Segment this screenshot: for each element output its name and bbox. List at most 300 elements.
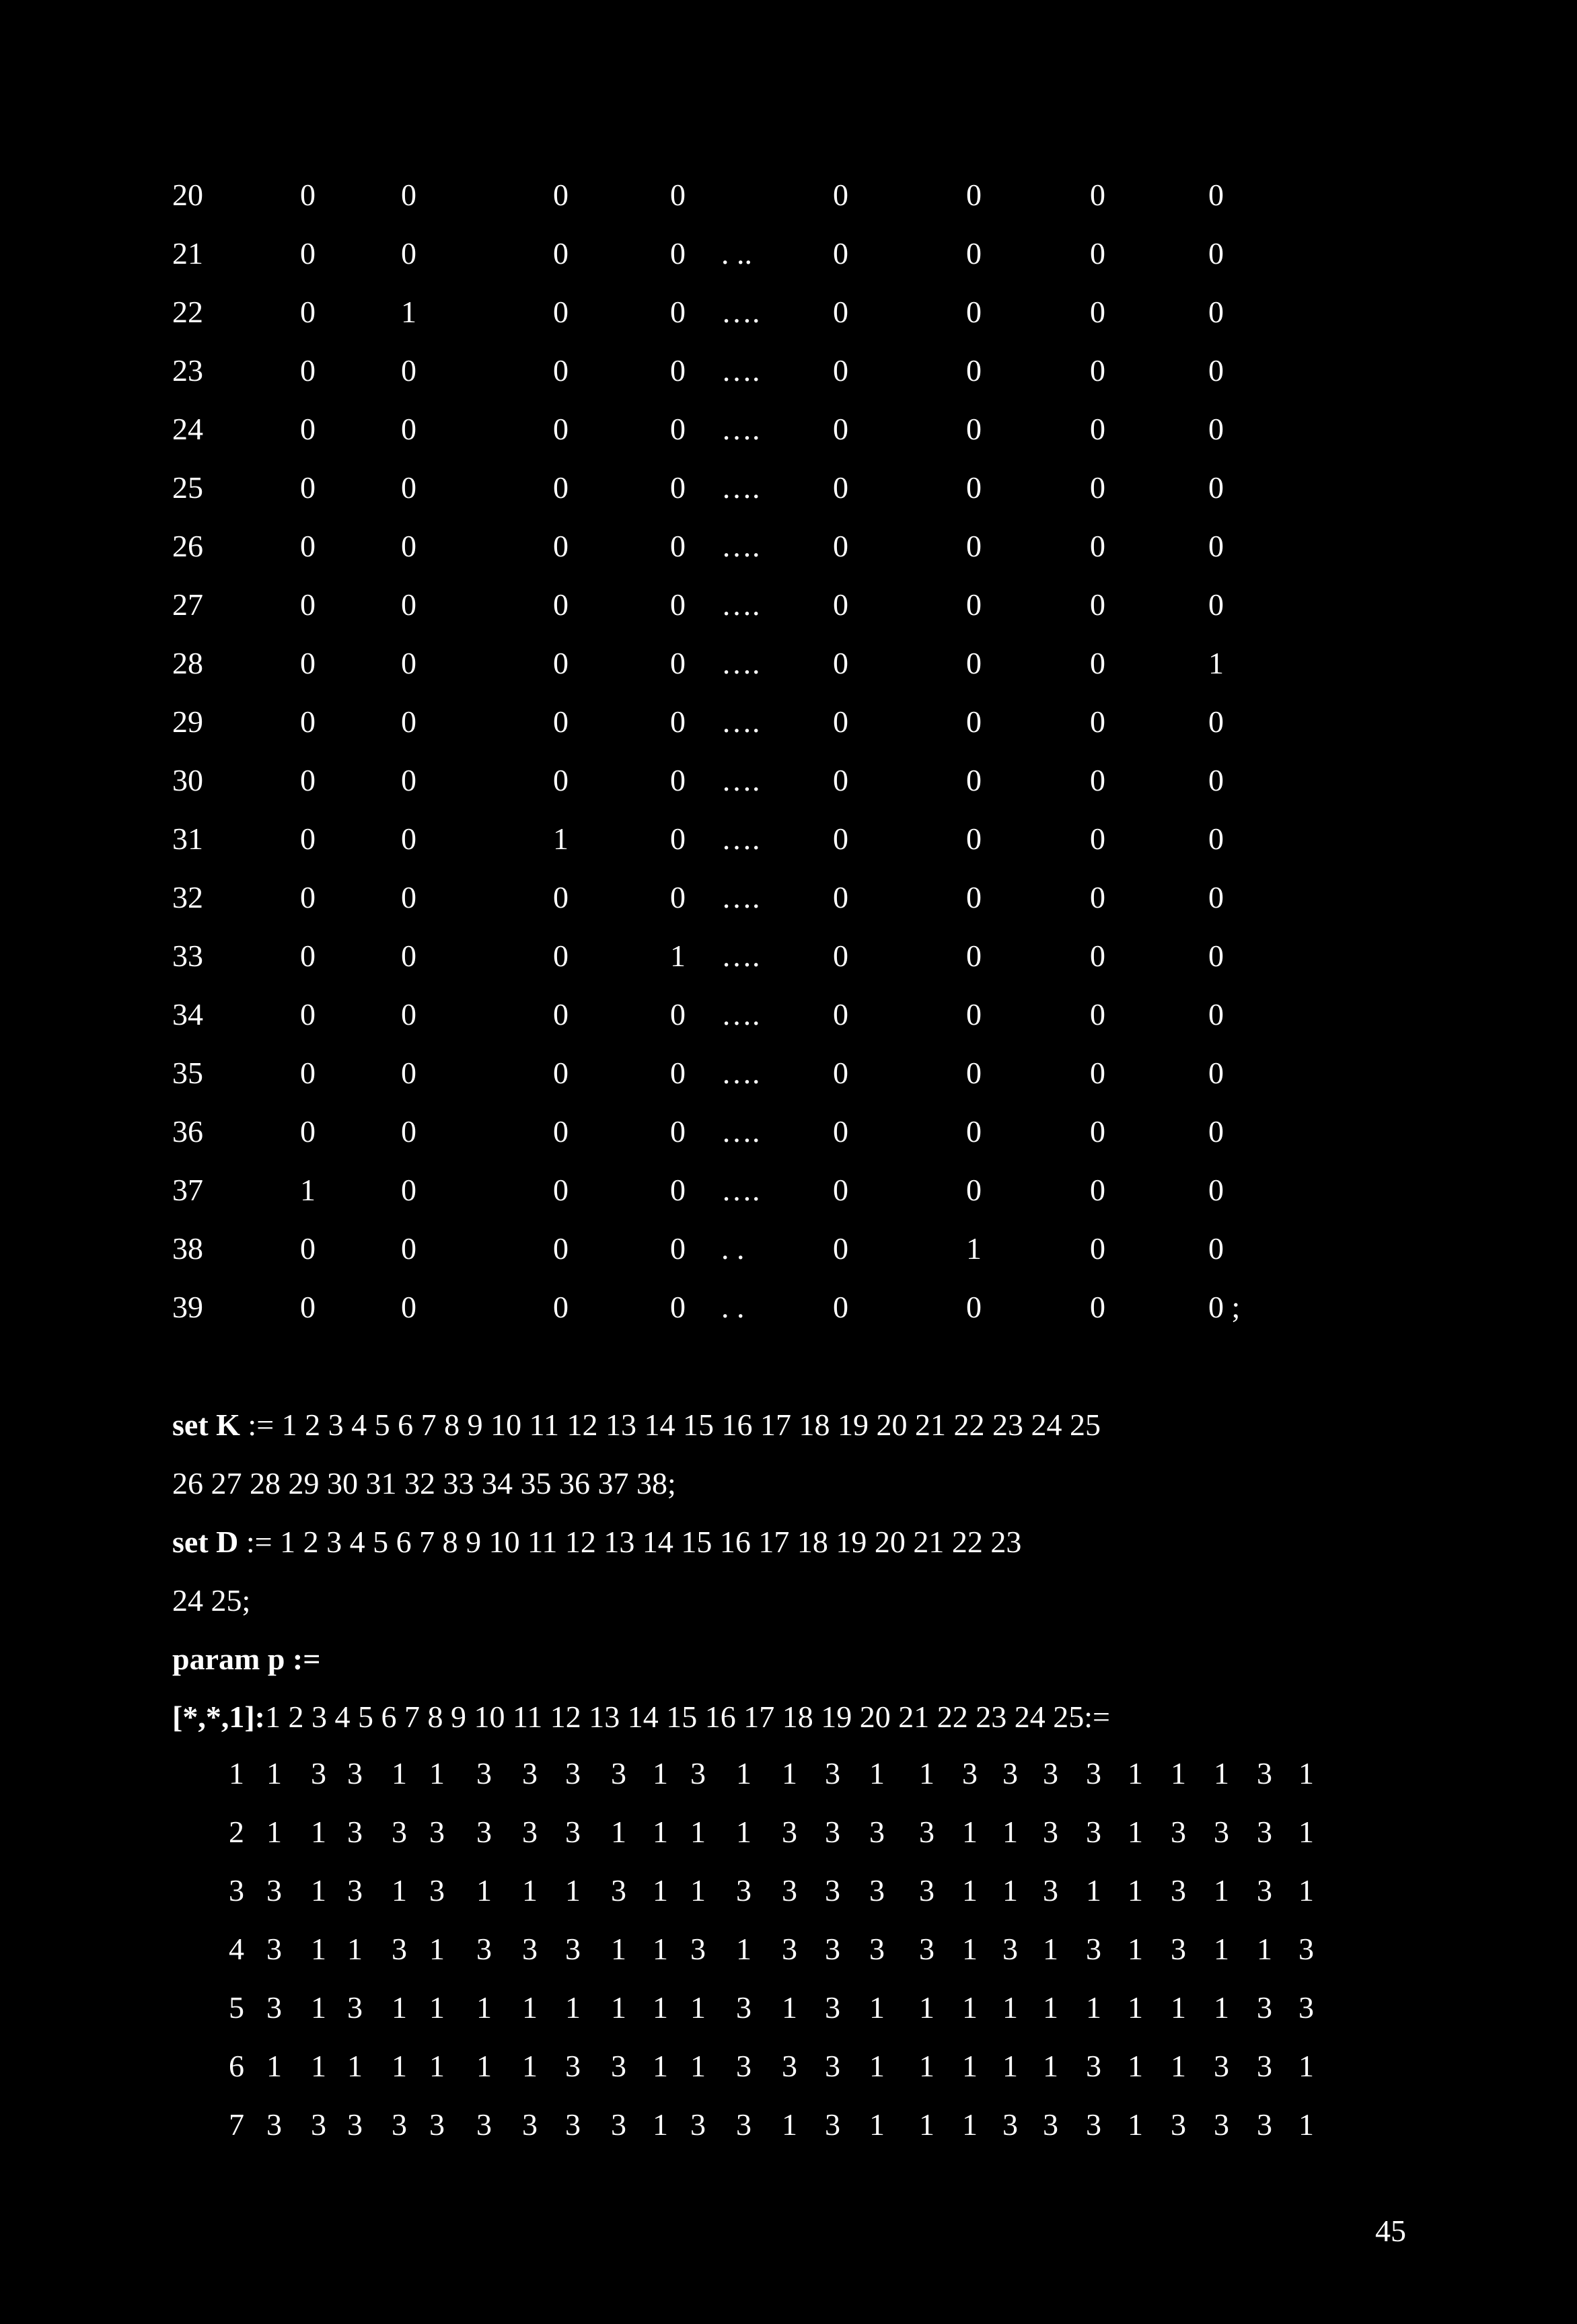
row-index: 28 [172, 646, 203, 680]
matrix-cell: 0 [966, 880, 982, 914]
param-cell: 3 [919, 1873, 934, 1908]
matrix-row [0, 519, 1577, 573]
param-p-row [172, 2039, 1451, 2093]
param-row-index: 5 [229, 1990, 244, 2025]
matrix-cell: 0 [401, 880, 416, 914]
matrix-cell: 0 [833, 178, 848, 212]
param-cell: 3 [1043, 2107, 1058, 2142]
param-cell: 1 [1002, 1990, 1018, 2025]
matrix-cell: 0 [833, 704, 848, 739]
matrix-cell: 0 [553, 1173, 569, 1207]
param-cell: 1 [736, 1932, 751, 1966]
row-index: 33 [172, 939, 203, 973]
matrix-cell: 0 [966, 295, 982, 329]
matrix-cell: 0 [670, 646, 686, 680]
row-index: 36 [172, 1114, 203, 1149]
matrix-cell: 0 [670, 1114, 686, 1149]
ellipsis: …. [721, 939, 760, 973]
matrix-cell: 0 [401, 1231, 416, 1266]
param-cell: 3 [1171, 1932, 1186, 1966]
param-cell: 3 [1002, 2107, 1018, 2142]
row-index: 29 [172, 704, 203, 739]
param-cell: 3 [311, 1756, 326, 1790]
matrix-cell: 0 [1090, 1231, 1105, 1266]
param-cell: 1 [347, 1932, 363, 1966]
param-cell: 1 [1043, 2049, 1058, 2083]
param-cell: 3 [690, 1932, 706, 1966]
matrix-cell: 0 [966, 236, 982, 270]
matrix-cell: 0 [1090, 529, 1105, 563]
matrix-cell: 0 [833, 997, 848, 1031]
matrix-cell: 0 [1090, 412, 1105, 446]
matrix-cell: 0 [553, 353, 569, 388]
param-cell: 3 [869, 1815, 885, 1849]
matrix-cell: 0 [1090, 1173, 1105, 1207]
param-cell: 1 [1171, 1756, 1186, 1790]
param-cell: 3 [690, 1756, 706, 1790]
param-cell: 1 [690, 1990, 706, 2025]
matrix-cell: 0 [670, 1231, 686, 1266]
param-cell: 3 [429, 1815, 445, 1849]
param-cell: 3 [611, 2049, 626, 2083]
set-k-values: := 1 2 3 4 5 6 7 8 9 10 11 12 13 14 15 16 17 18 19 20 21 22 23 24 25 [240, 1408, 1101, 1442]
param-cell: 1 [1171, 2049, 1186, 2083]
row-index: 21 [172, 236, 203, 270]
param-p-index: [*,*,1]: [172, 1700, 265, 1734]
matrix-cell: 0 [401, 1173, 416, 1207]
matrix-cell: 0 [300, 997, 316, 1031]
matrix-cell: 0 [966, 412, 982, 446]
param-cell: 3 [736, 1990, 751, 2025]
matrix-cell: 0 [1208, 1231, 1224, 1266]
param-cell: 3 [476, 2107, 492, 2142]
param-cell: 3 [1298, 1932, 1314, 1966]
matrix-cell: 0 [300, 1290, 316, 1324]
set-d-line-2: 24 25; [172, 1583, 251, 1618]
param-cell: 1 [1171, 1990, 1186, 2025]
matrix-cell: 0 [1208, 997, 1224, 1031]
param-p-row [172, 1981, 1451, 2035]
param-cell: 1 [962, 1932, 978, 1966]
param-row-index: 3 [229, 1873, 244, 1908]
matrix-cell: 0 [553, 1114, 569, 1149]
param-cell: 1 [1214, 1990, 1229, 2025]
param-cell: 1 [919, 1756, 934, 1790]
param-cell: 1 [1214, 1932, 1229, 1966]
ellipsis: …. [721, 646, 760, 680]
param-cell: 1 [429, 1990, 445, 2025]
matrix-cell: 0 [1090, 470, 1105, 505]
param-cell: 1 [522, 1990, 538, 2025]
param-cell: 3 [1171, 1873, 1186, 1908]
matrix-cell: 0 [401, 236, 416, 270]
param-cell: 3 [347, 1756, 363, 1790]
matrix-cell: 0 [1090, 997, 1105, 1031]
matrix-cell: 0 [966, 763, 982, 797]
param-cell: 3 [565, 2049, 581, 2083]
param-cell: 1 [522, 1873, 538, 1908]
param-p-heading: param p := [172, 1642, 321, 1676]
matrix-cell: 0 [401, 997, 416, 1031]
matrix-cell: 0 [300, 587, 316, 622]
param-cell: 1 [429, 1756, 445, 1790]
param-cell: 3 [1002, 1932, 1018, 1966]
param-cell: 1 [1002, 2049, 1018, 2083]
ellipsis: …. [721, 295, 760, 329]
matrix-row [0, 1163, 1577, 1217]
param-cell: 3 [1002, 1756, 1018, 1790]
ellipsis: …. [721, 880, 760, 914]
param-cell: 3 [1171, 2107, 1186, 2142]
param-row-index: 6 [229, 2049, 244, 2083]
param-cell: 3 [1086, 1756, 1101, 1790]
matrix-cell: 0 [300, 1056, 316, 1090]
row-index: 39 [172, 1290, 203, 1324]
matrix-cell: 0 [401, 178, 416, 212]
ellipsis: …. [721, 470, 760, 505]
matrix-row [0, 1280, 1577, 1334]
param-cell: 1 [962, 2107, 978, 2142]
row-index: 34 [172, 997, 203, 1031]
matrix-cell: 0 [833, 529, 848, 563]
matrix-cell: 1 [401, 295, 416, 329]
matrix-cell: 0 [1090, 353, 1105, 388]
param-cell: 1 [919, 2107, 934, 2142]
param-cell: 3 [347, 2107, 363, 2142]
param-cell: 3 [919, 1932, 934, 1966]
matrix-cell: 0 [553, 1231, 569, 1266]
param-cell: 1 [690, 2049, 706, 2083]
matrix-cell: 0 [833, 939, 848, 973]
matrix-cell: 0 [1090, 880, 1105, 914]
param-cell: 1 [869, 1990, 885, 2025]
matrix-cell: 0 [833, 646, 848, 680]
matrix-cell: 0 [553, 1056, 569, 1090]
param-cell: 3 [611, 1873, 626, 1908]
row-index: 23 [172, 353, 203, 388]
param-cell: 3 [1043, 1873, 1058, 1908]
set-d-values: := 1 2 3 4 5 6 7 8 9 10 11 12 13 14 15 16 17 18 19 20 21 22 23 [238, 1525, 1022, 1559]
param-cell: 1 [962, 1815, 978, 1849]
matrix-cell: 0 [1208, 529, 1224, 563]
matrix-row [0, 695, 1577, 749]
param-cell: 1 [782, 2107, 797, 2142]
param-cell: 1 [1257, 1932, 1272, 1966]
row-index: 37 [172, 1173, 203, 1207]
param-cell: 1 [1128, 1815, 1143, 1849]
matrix-cell: 0 [553, 646, 569, 680]
param-cell: 1 [869, 2107, 885, 2142]
matrix-cell: 0 [401, 353, 416, 388]
matrix-cell: 0 [670, 880, 686, 914]
param-cell: 1 [1086, 1873, 1101, 1908]
matrix-cell: 0 [401, 646, 416, 680]
param-cell: 1 [1002, 1815, 1018, 1849]
matrix-cell: 0 [553, 763, 569, 797]
matrix-row [0, 754, 1577, 807]
param-p-header [172, 1690, 1110, 1744]
matrix-cell: 0 [670, 470, 686, 505]
param-cell: 3 [1214, 2107, 1229, 2142]
param-cell: 1 [1128, 2049, 1143, 2083]
param-cell: 3 [736, 2049, 751, 2083]
matrix-cell: 0 [833, 763, 848, 797]
matrix-cell: 0 [966, 1114, 982, 1149]
row-index: 26 [172, 529, 203, 563]
matrix-cell: 0 [670, 529, 686, 563]
ellipsis: …. [721, 1114, 760, 1149]
matrix-row [0, 871, 1577, 924]
param-cell: 3 [522, 2107, 538, 2142]
param-cell: 3 [347, 1990, 363, 2025]
param-cell: 1 [429, 1932, 445, 1966]
matrix-cell: 0 [833, 1231, 848, 1266]
param-cell: 1 [653, 1932, 668, 1966]
matrix-cell: 0 [300, 178, 316, 212]
matrix-cell: 0 [1090, 822, 1105, 856]
matrix-cell: 0 [1090, 295, 1105, 329]
param-cell: 3 [1257, 1756, 1272, 1790]
matrix-cell: 0 [1090, 939, 1105, 973]
matrix-cell: 0 [966, 704, 982, 739]
param-cell: 1 [1086, 1990, 1101, 2025]
param-cell: 3 [1043, 1815, 1058, 1849]
matrix-cell: 0 [1090, 763, 1105, 797]
set-d-line-1 [172, 1515, 1021, 1569]
param-cell: 1 [392, 1990, 407, 2025]
matrix-cell: 0 [300, 236, 316, 270]
matrix-cell: 0 [1090, 646, 1105, 680]
row-index: 25 [172, 470, 203, 505]
matrix-cell: 0 [1208, 587, 1224, 622]
row-index: 22 [172, 295, 203, 329]
matrix-row [0, 285, 1577, 339]
ellipsis: …. [721, 412, 760, 446]
matrix-row [0, 1046, 1577, 1100]
param-cell: 3 [1257, 1873, 1272, 1908]
param-cell: 1 [1128, 2107, 1143, 2142]
param-cell: 1 [736, 1756, 751, 1790]
matrix-cell: 0 [966, 353, 982, 388]
param-cell: 1 [962, 2049, 978, 2083]
param-cell: 1 [611, 1932, 626, 1966]
param-p-row [172, 1922, 1451, 1976]
param-cell: 3 [1086, 2049, 1101, 2083]
param-cell: 3 [1086, 1815, 1101, 1849]
param-cell: 3 [825, 1932, 840, 1966]
param-cell: 3 [311, 2107, 326, 2142]
matrix-cell: 0 [1208, 763, 1224, 797]
param-cell: 1 [919, 2049, 934, 2083]
param-p-columns: 1 2 3 4 5 6 7 8 9 10 11 12 13 14 15 16 17 18 19 20 21 22 23 24 25:= [264, 1700, 1110, 1734]
param-cell: 3 [266, 1990, 282, 2025]
matrix-row [0, 402, 1577, 456]
param-cell: 1 [311, 1815, 326, 1849]
param-cell: 3 [1086, 2107, 1101, 2142]
param-cell: 3 [1214, 2049, 1229, 2083]
matrix-cell: 0 [1090, 178, 1105, 212]
param-cell: 1 [1043, 1990, 1058, 2025]
matrix-cell: 0 [1090, 236, 1105, 270]
ellipsis: . . [721, 1290, 745, 1324]
param-row-index: 2 [229, 1815, 244, 1849]
param-cell: 1 [476, 1873, 492, 1908]
param-cell: 3 [869, 1873, 885, 1908]
param-cell: 3 [825, 1873, 840, 1908]
matrix-cell: 0 [833, 353, 848, 388]
param-cell: 1 [653, 1873, 668, 1908]
param-cell: 1 [919, 1990, 934, 2025]
matrix-cell: 0 [670, 178, 686, 212]
param-cell: 1 [311, 1873, 326, 1908]
matrix-cell: 0 [300, 353, 316, 388]
param-cell: 3 [522, 1756, 538, 1790]
param-row-index: 7 [229, 2107, 244, 2142]
matrix-cell: 0 [553, 587, 569, 622]
matrix-cell: 0 [966, 939, 982, 973]
ellipsis: …. [721, 1173, 760, 1207]
matrix-cell: 0 [401, 939, 416, 973]
matrix-cell: 0 [1208, 939, 1224, 973]
param-cell: 1 [476, 2049, 492, 2083]
matrix-cell: 0 [1208, 1056, 1224, 1090]
matrix-cell: 0 [1208, 704, 1224, 739]
param-cell: 3 [825, 2107, 840, 2142]
param-cell: 1 [869, 2049, 885, 2083]
param-cell: 1 [653, 2049, 668, 2083]
param-cell: 1 [392, 1756, 407, 1790]
matrix-cell: 0 [966, 997, 982, 1031]
matrix-cell: 0 [553, 997, 569, 1031]
param-cell: 1 [565, 1990, 581, 2025]
matrix-cell: 0 [401, 704, 416, 739]
param-cell: 1 [1298, 1815, 1314, 1849]
matrix-cell: 0 [1090, 704, 1105, 739]
matrix-cell: 0 [401, 470, 416, 505]
param-cell: 1 [392, 2049, 407, 2083]
ellipsis: …. [721, 587, 760, 622]
matrix-cell: 1 [670, 939, 686, 973]
param-p-row [172, 1864, 1451, 1918]
param-cell: 1 [522, 2049, 538, 2083]
param-cell: 3 [782, 2049, 797, 2083]
param-cell: 1 [782, 1990, 797, 2025]
param-cell: 1 [1214, 1873, 1229, 1908]
param-cell: 3 [736, 2107, 751, 2142]
param-cell: 3 [736, 1873, 751, 1908]
param-cell: 1 [429, 2049, 445, 2083]
param-cell: 1 [1043, 1932, 1058, 1966]
matrix-cell: 0 [1208, 412, 1224, 446]
matrix-cell: 0 [670, 295, 686, 329]
matrix-row [0, 578, 1577, 632]
param-cell: 1 [1128, 1873, 1143, 1908]
matrix-cell: 0 [553, 880, 569, 914]
matrix-row [0, 1105, 1577, 1159]
param-cell: 1 [1298, 2107, 1314, 2142]
matrix-cell: 0 [553, 295, 569, 329]
param-cell: 3 [1257, 1990, 1272, 2025]
matrix-cell: 0 [401, 1290, 416, 1324]
matrix-cell: 0 [966, 587, 982, 622]
param-row-index: 1 [229, 1756, 244, 1790]
param-cell: 1 [311, 1990, 326, 2025]
matrix-cell: 0 [1208, 822, 1224, 856]
param-cell: 1 [1002, 1873, 1018, 1908]
ellipsis: …. [721, 353, 760, 388]
param-cell: 3 [1043, 1756, 1058, 1790]
matrix-cell: 0 [1090, 1114, 1105, 1149]
param-cell: 1 [311, 2049, 326, 2083]
matrix-cell: 0 [670, 1056, 686, 1090]
param-cell: 1 [392, 1873, 407, 1908]
matrix-cell: 0 [300, 939, 316, 973]
matrix-row [0, 227, 1577, 281]
param-cell: 3 [1257, 1815, 1272, 1849]
param-cell: 1 [1128, 1990, 1143, 2025]
matrix-cell: 0 [966, 1173, 982, 1207]
matrix-row [0, 1222, 1577, 1276]
ellipsis: …. [721, 822, 760, 856]
param-cell: 1 [690, 1873, 706, 1908]
matrix-row [0, 929, 1577, 983]
param-cell: 1 [1298, 1873, 1314, 1908]
param-cell: 1 [736, 1815, 751, 1849]
param-cell: 3 [919, 1815, 934, 1849]
param-cell: 1 [565, 1873, 581, 1908]
matrix-cell: 0 [966, 529, 982, 563]
param-cell: 1 [962, 1990, 978, 2025]
matrix-cell: 0 [1090, 587, 1105, 622]
param-cell: 3 [392, 1815, 407, 1849]
param-cell: 1 [782, 1756, 797, 1790]
ellipsis: …. [721, 763, 760, 797]
matrix-cell: 1 [553, 822, 569, 856]
matrix-cell: 0 [300, 295, 316, 329]
param-cell: 1 [1128, 1932, 1143, 1966]
param-cell: 3 [611, 1756, 626, 1790]
param-cell: 3 [266, 1873, 282, 1908]
ellipsis: …. [721, 997, 760, 1031]
matrix-cell: 0 [401, 1056, 416, 1090]
matrix-cell: 0 [670, 763, 686, 797]
matrix-cell: 0 [1208, 1114, 1224, 1149]
matrix-cell: 0 [553, 529, 569, 563]
matrix-cell: 0 [300, 1231, 316, 1266]
param-cell: 3 [1171, 1815, 1186, 1849]
param-cell: 3 [1257, 2107, 1272, 2142]
param-cell: 3 [690, 2107, 706, 2142]
matrix-cell: 0 [553, 178, 569, 212]
param-cell: 3 [825, 2049, 840, 2083]
param-p-row [172, 1747, 1451, 1801]
ellipsis: …. [721, 704, 760, 739]
param-cell: 1 [653, 1756, 668, 1790]
row-index: 38 [172, 1231, 203, 1266]
matrix-cell: 0 [1208, 236, 1224, 270]
param-cell: 3 [429, 1873, 445, 1908]
param-cell: 3 [962, 1756, 978, 1790]
matrix-cell: 1 [1208, 646, 1224, 680]
matrix-row [0, 461, 1577, 515]
matrix-cell: 0 [966, 1056, 982, 1090]
matrix-cell: 0 [833, 1114, 848, 1149]
row-index: 31 [172, 822, 203, 856]
param-cell: 3 [565, 1932, 581, 1966]
matrix-row [0, 637, 1577, 690]
matrix-cell: 0 [833, 470, 848, 505]
param-cell: 3 [476, 1756, 492, 1790]
